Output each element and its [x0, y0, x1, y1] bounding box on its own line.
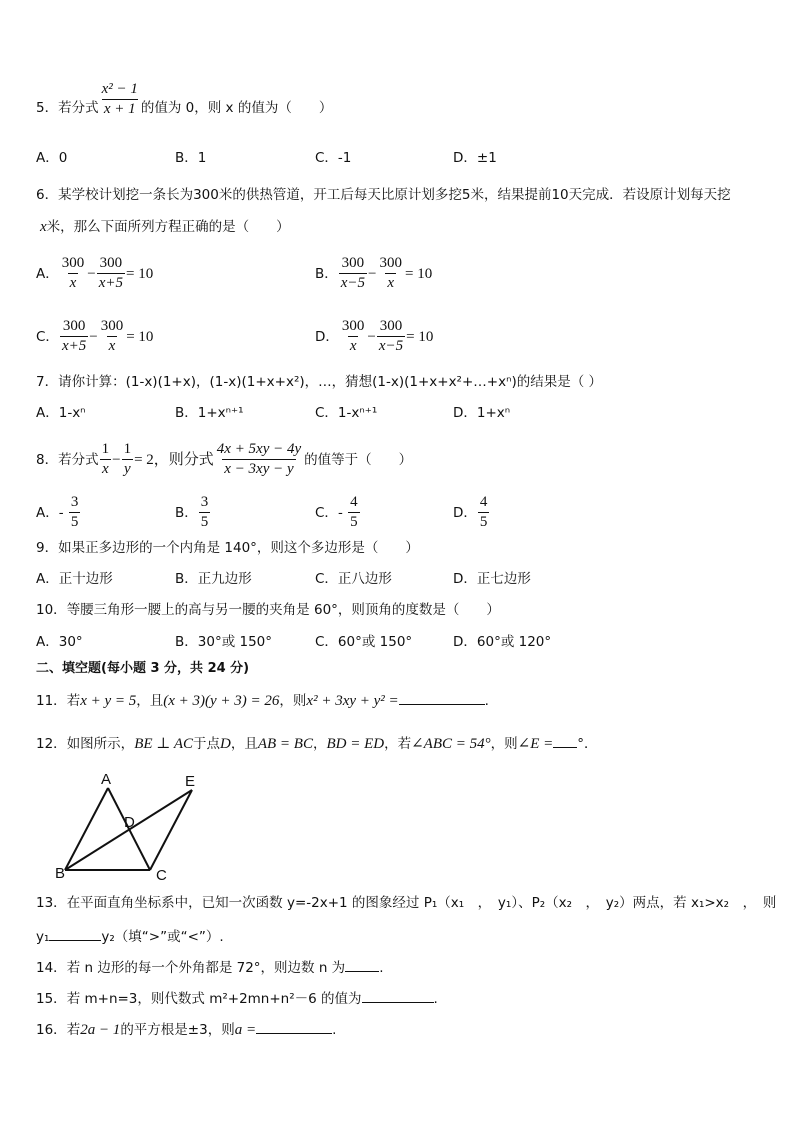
fraction: $\frac{300}{x-5}$ — [378, 318, 404, 354]
question-number: 5． — [36, 99, 59, 116]
question-text: 请你计算：(1-x)(1+x)，(1-x)(1+x+x²)，…，猜想(1-x)(1+x+x²+…+xⁿ)的结果是（ ） — [58, 374, 603, 390]
option-a: A．1-xⁿ — [36, 405, 86, 421]
equation-text: = 2，则分式 — [134, 451, 214, 468]
answer-blank[interactable] — [399, 692, 485, 705]
fraction: $\frac{4x + 5xy - 4y}{x - 3xy - y}$ — [216, 441, 302, 477]
question-10 — [36, 604, 500, 618]
equation: BD = ED — [326, 736, 385, 753]
option-c: C． $\frac{300}{x+5}$ − $\frac{300}{x}$ = 10 — [36, 318, 154, 354]
option-c: C．-1 — [315, 150, 352, 166]
equation-rhs: = 10 — [126, 265, 154, 282]
question-13 — [36, 897, 776, 911]
question-number: 14． — [36, 960, 67, 977]
equation: AB = BC — [257, 736, 313, 753]
answer-blank[interactable] — [362, 990, 434, 1003]
equation: (x + 3)(y + 3) = 26 — [163, 693, 280, 710]
question-14: 14．若 n 边形的每一个外角都是 72°，则边数 n 为 . — [36, 960, 384, 977]
option-b: B． $\frac{300}{x-5}$ − $\frac{300}{x}$ = 10 — [315, 255, 433, 291]
question-number: 12． — [36, 736, 67, 753]
variable: x — [40, 219, 47, 235]
answer-blank[interactable] — [256, 1021, 332, 1034]
question-6 — [36, 189, 731, 203]
question-text: 某学校计划挖一条长为300米的供热管道，开工后每天比原计划多挖5米，结果提前10天完成．若设原计划每天挖 — [58, 187, 731, 203]
question-9 — [36, 542, 419, 556]
option-b: B．正九边形 — [175, 571, 252, 587]
option-label: C． — [36, 328, 59, 345]
equation-rhs: = 10 — [405, 265, 433, 282]
question-number: 8． — [36, 451, 59, 468]
question-text: 若分式 — [58, 99, 99, 116]
option-label: D． — [315, 328, 339, 345]
denominator: x + 1 — [103, 100, 136, 117]
option-a: A．- $\frac{3}{5}$ — [36, 494, 79, 530]
option-b: B． $\frac{3}{5}$ — [175, 494, 209, 530]
question-text: 等腰三角形一腰上的高与另一腰的夹角是 60°，则顶角的度数是（ ） — [66, 602, 500, 618]
fraction: $\frac{300}{x}$ — [61, 255, 85, 291]
fraction: $\frac{300}{x}$ — [100, 318, 124, 354]
fraction — [100, 82, 140, 118]
answer-blank[interactable] — [553, 735, 577, 748]
question-7 — [36, 376, 602, 390]
fraction: $\frac{300}{x}$ — [379, 255, 403, 291]
fraction: $\frac{300}{x-5}$ — [340, 255, 366, 291]
option-a: A．30° — [36, 634, 83, 650]
fraction: $\frac{300}{x+5}$ — [61, 318, 87, 354]
question-number: 9． — [36, 540, 59, 556]
question-number: 16． — [36, 1022, 67, 1039]
question-15: 15．若 m+n=3，则代数式 m²+2mn+n²－6 的值为 . — [36, 991, 438, 1008]
question-5 — [36, 81, 333, 118]
option-b: B．1 — [175, 150, 207, 166]
numerator: x² − 1 — [101, 81, 138, 97]
question-number: 11． — [36, 693, 67, 710]
question-text: 的值等于（ ） — [304, 451, 413, 468]
option-d: D．60°或 120° — [453, 634, 552, 650]
option-d: D．±1 — [453, 150, 497, 166]
option-a: A．正十边形 — [36, 571, 113, 587]
question-number: 15． — [36, 991, 67, 1008]
option-label: A． — [36, 265, 59, 282]
option-c: C．60°或 150° — [315, 634, 413, 650]
equation: BE ⊥ AC — [134, 736, 194, 753]
option-b: B．1+xⁿ⁺¹ — [175, 405, 244, 421]
label-a: A — [101, 771, 112, 788]
answer-blank[interactable] — [49, 928, 101, 941]
section-title: 二、填空题(每小题 3 分，共 24 分) — [36, 661, 250, 676]
equation: x + y = 5 — [80, 693, 137, 710]
question-text: 的值为 0，则 x 的值为（ ） — [140, 99, 333, 116]
question-6-line-2 — [40, 220, 290, 235]
question-text: 如果正多边形的一个内角是 140°，则这个多边形是（ ） — [58, 540, 419, 556]
option-d: D． $\frac{4}{5}$ — [453, 494, 488, 530]
question-8: 8．若分式 $\frac{1}{x}$ − $\frac{1}{y}$ = 2，则分式 $\frac{4x + 5xy - 4y}{x - 3xy - y}$ 的值等于（ ） — [36, 441, 413, 477]
fraction: $\frac{1}{y}$ — [123, 441, 132, 477]
question-13-line-2: y₁ y₂（填“>”或“<”）. — [36, 929, 224, 946]
option-c: C．- $\frac{4}{5}$ — [315, 494, 358, 530]
label-b: B — [55, 865, 66, 882]
equation: D — [220, 736, 231, 753]
equation: 2a − 1 — [80, 1022, 121, 1039]
question-16: 16．若2a − 1的平方根是±3，则a = . — [36, 1022, 337, 1039]
question-number: 7． — [36, 374, 59, 390]
option-c: C．1-xⁿ⁺¹ — [315, 405, 378, 421]
question-text: 米，那么下面所列方程正确的是（ ） — [46, 219, 290, 235]
equation: a = — [234, 1022, 257, 1039]
question-12: 12．如图所示，BE ⊥ AC于点D，且AB = BC，BD = ED，若∠ABC = 54°，则∠E = °． — [36, 736, 598, 753]
equation-rhs: = 10 — [406, 328, 434, 345]
question-number: 10． — [36, 602, 67, 618]
geometry-figure — [40, 770, 215, 885]
fraction: $\frac{300}{x+5}$ — [98, 255, 123, 291]
option-d: D．1+xⁿ — [453, 405, 511, 421]
question-number: 6． — [36, 187, 59, 203]
option-c: C．正八边形 — [315, 571, 392, 587]
equation: x² + 3xy + y² = — [306, 693, 399, 710]
label-e: E — [185, 773, 196, 790]
question-number: 13． — [36, 895, 67, 911]
equation-rhs: = 10 — [126, 328, 154, 345]
label-c: C — [156, 867, 167, 884]
fraction: $\frac{1}{x}$ — [101, 441, 110, 477]
equation: ∠E = — [517, 736, 554, 753]
question-text: 若分式 — [58, 451, 99, 468]
option-a: A．0 — [36, 150, 68, 166]
option-a: A． $\frac{300}{x}$ − $\frac{300}{x+5}$ = 10 — [36, 255, 154, 291]
fraction: $\frac{300}{x}$ — [341, 318, 365, 354]
option-d: D． $\frac{300}{x}$ − $\frac{300}{x-5}$ = 10 — [315, 318, 434, 354]
answer-blank[interactable] — [345, 959, 379, 972]
option-d: D．正七边形 — [453, 571, 531, 587]
equation: ∠ABC = 54° — [411, 736, 491, 753]
option-label: B． — [315, 265, 338, 282]
question-11: 11．若x + y = 5，且(x + 3)(y + 3) = 26，则x² + 3xy + y² = . — [36, 693, 489, 710]
option-b: B．30°或 150° — [175, 634, 272, 650]
label-d: D — [124, 814, 135, 831]
question-text: 在平面直角坐标系中，已知一次函数 y=-2x+1 的图象经过 P₁（x₁ ， y₁）、P₂（x₂ ， y₂）两点，若 x₁>x₂ ， 则 — [66, 895, 777, 911]
